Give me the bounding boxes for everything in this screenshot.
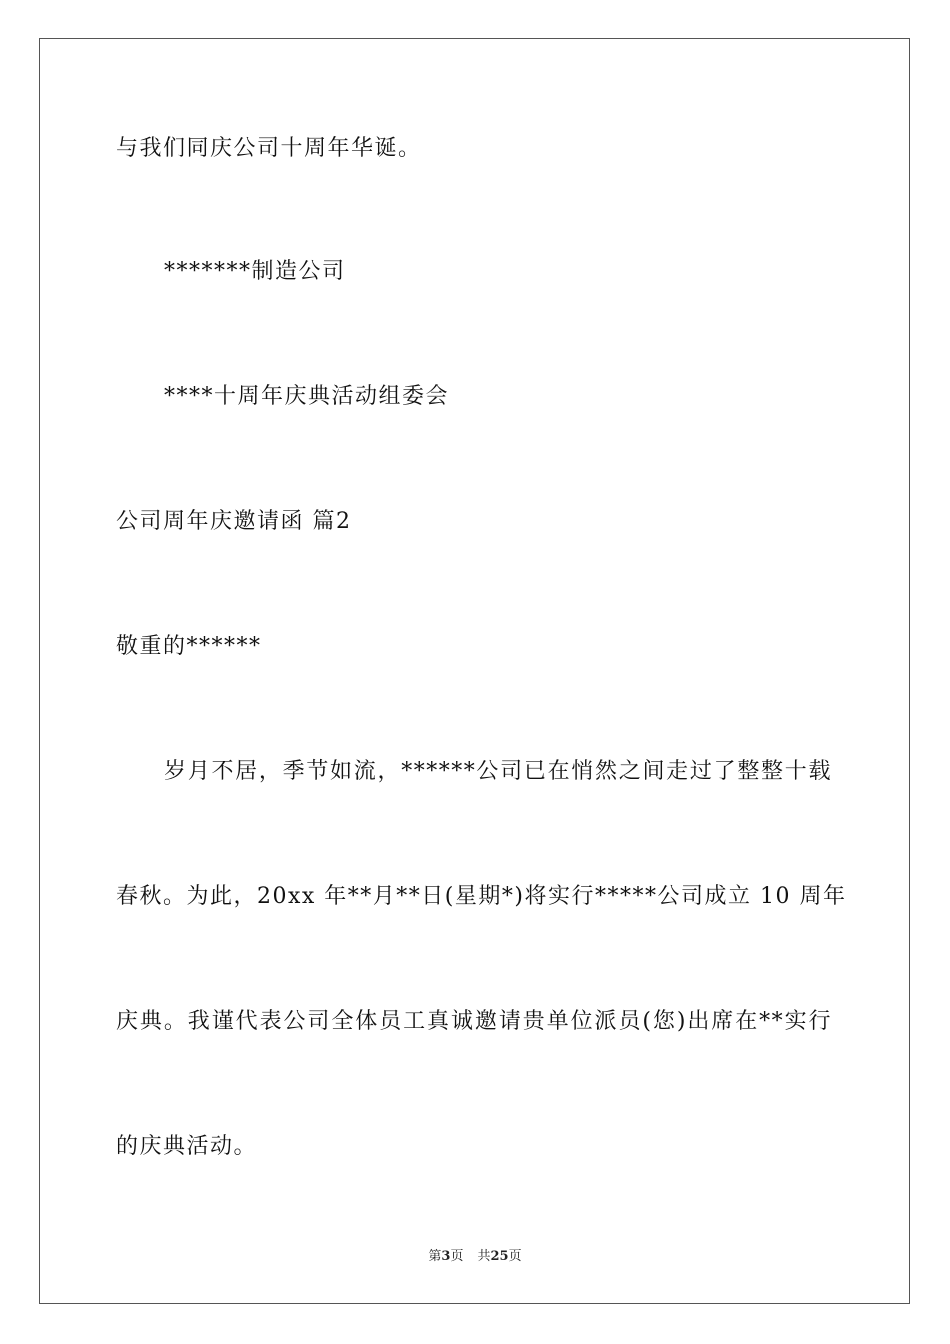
paragraph-line-3: 庆典。我谨代表公司全体员工真诚邀请贵单位派员(您)出席在**实行	[116, 1009, 832, 1034]
page-border	[39, 38, 910, 1304]
paragraph-line-2: 春秋。为此，20xx 年**月**日(星期*)将实行*****公司成立 10 周年	[116, 884, 847, 909]
paragraph-line-4: 的庆典活动。	[116, 1134, 258, 1159]
signature-company: *******制造公司	[164, 259, 346, 284]
section-heading: 公司周年庆邀请函 篇2	[116, 509, 352, 534]
footer-total-suffix: 页	[508, 1249, 522, 1264]
footer-total-prefix: 共	[477, 1249, 491, 1264]
salutation: 敬重的******	[116, 634, 262, 659]
signature-committee: ****十周年庆典活动组委会	[164, 384, 450, 409]
footer-page-prefix: 第	[428, 1249, 442, 1264]
page-footer	[0, 1248, 950, 1266]
closing-sentence: 与我们同庆公司十周年华诞。	[116, 136, 422, 161]
footer-page-suffix: 页	[450, 1249, 464, 1264]
footer-page-number: 3	[441, 1249, 451, 1264]
footer-total-pages: 25	[490, 1249, 509, 1264]
paragraph-line-1: 岁月不居，季节如流，******公司已在悄然之间走过了整整十载	[164, 759, 832, 784]
